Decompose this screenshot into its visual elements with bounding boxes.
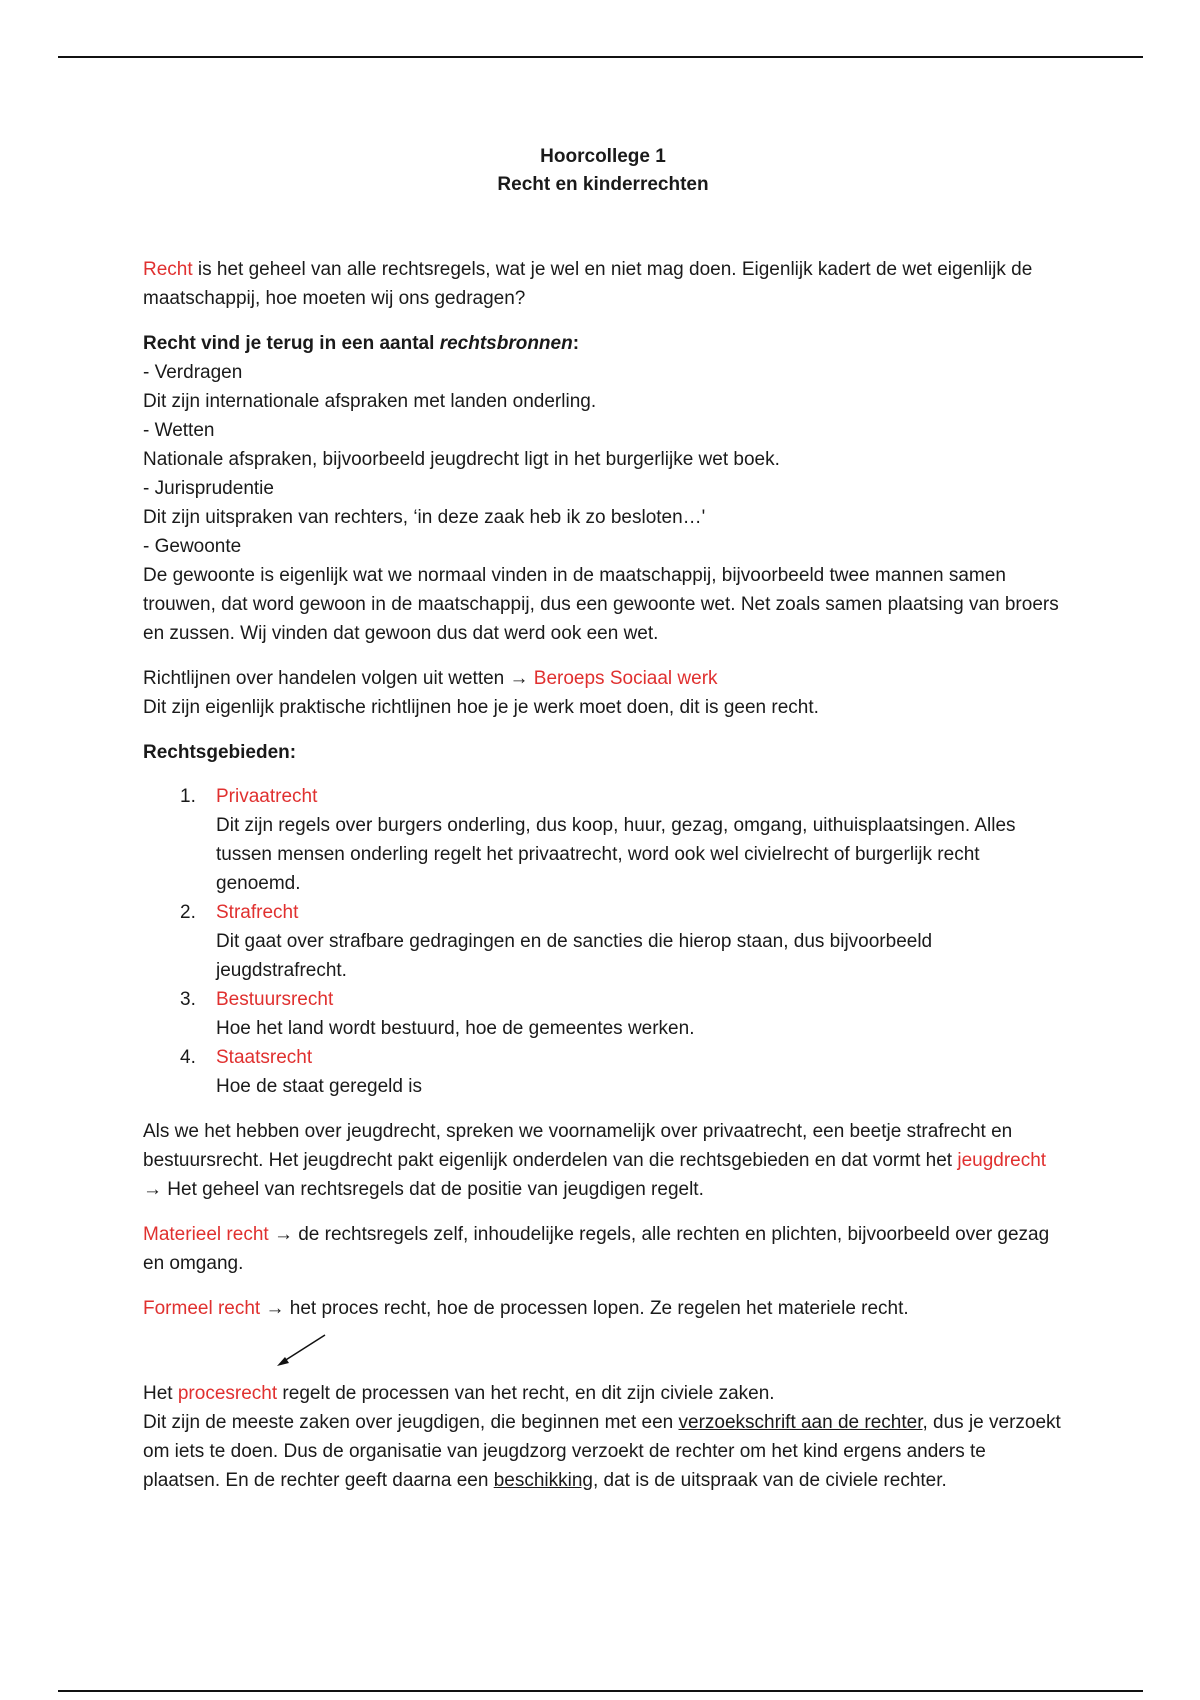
procedural-detail-paragraph: Dit zijn de meeste zaken over jeugdigen, die beginnen met een verzoekschrift aan de rechter, dus je verzoekt om iets te doen. Dus de organisatie van jeugdzorg verzoekt de rechter om het kind ergens anders te plaatsen. En de rechter geeft daarna een beschikking, dat is de uitspraak van de civiele rechter. xyxy=(143,1412,1061,1491)
header-rule xyxy=(58,56,1143,58)
underlined-term: beschikking xyxy=(493,1470,593,1491)
intro-paragraph: Recht is het geheel van alle rechtsregels, wat je wel en niet mag doen. Eigenlijk kadert de wet eigenlijk de maatschappij, hoe moeten wij ons gedragen? xyxy=(143,259,1033,309)
title-line-1: Hoorcollege 1 xyxy=(540,146,666,167)
term-jeugdrecht: jeugdrecht xyxy=(957,1150,1047,1171)
source-desc: Dit zijn internationale afspraken met landen onderling. xyxy=(143,391,597,412)
arrow-right-icon: → xyxy=(268,1224,299,1245)
guidelines-desc: Dit zijn eigenlijk praktische richtlijnen hoe je je werk moet doen, dit is geen recht. xyxy=(143,697,819,718)
term-formeel-recht: Formeel recht xyxy=(143,1298,261,1319)
area-term: Bestuursrecht xyxy=(216,989,334,1010)
area-desc: Dit gaat over strafbare gedragingen en de sancties die hierop staan, dus bijvoorbeeld jeugdstrafrecht. xyxy=(216,931,933,981)
list-item: 4. Staatsrecht Hoe de staat geregeld is xyxy=(143,1043,1063,1101)
areas-list xyxy=(143,782,1063,1101)
term-beroeps-sociaal-werk: Beroeps Sociaal werk xyxy=(528,668,718,689)
term-materieel-recht: Materieel recht xyxy=(143,1224,269,1245)
area-term: Staatsrecht xyxy=(216,1047,313,1068)
diagonal-arrow-icon xyxy=(271,1331,331,1371)
list-item: 3. Bestuursrecht Hoe het land wordt bestuurd, hoe de gemeentes werken. xyxy=(143,985,1063,1043)
area-term: Privaatrecht xyxy=(216,786,318,807)
area-desc: Hoe het land wordt bestuurd, hoe de gemeentes werken. xyxy=(216,1018,695,1039)
source-label: - Verdragen xyxy=(143,362,243,383)
source-label: - Wetten xyxy=(143,420,215,441)
underlined-term: verzoekschrift aan de rechter xyxy=(678,1412,923,1433)
arrow-right-icon: → xyxy=(509,668,529,689)
arrow-right-icon: → xyxy=(260,1298,290,1319)
youth-law-paragraph: Als we het hebben over jeugdrecht, spreken we voornamelijk over privaatrecht, een beetje strafrecht en bestuursrecht. Het jeugdrecht pakt eigenlijk onderdelen van die rechtsgebieden en dat vormt het jeugdrecht → Het geheel van rechtsregels dat de positie van jeugdigen regelt. xyxy=(143,1121,1047,1200)
material-law-paragraph: Materieel recht → de rechtsregels zelf, inhoudelijke regels, alle rechten en plichten, bijvoorbeeld over gezag en omgang. xyxy=(143,1224,1050,1274)
source-label: - Jurisprudentie xyxy=(143,478,274,499)
area-desc: Hoe de staat geregeld is xyxy=(216,1076,422,1097)
area-desc: Dit zijn regels over burgers onderling, dus koop, huur, gezag, omgang, uithuisplaatsingen. Alles tussen mensen onderling regelt het privaatrecht, word ook wel civielrecht of burgerlijk recht genoemd. xyxy=(216,815,1016,894)
term-recht: Recht xyxy=(143,259,193,280)
area-term: Strafrecht xyxy=(216,902,299,923)
document-body xyxy=(143,143,1063,1495)
list-item: 1. Privaatrecht Dit zijn regels over burgers onderling, dus koop, huur, gezag, omgang, uithuisplaatsingen. Alles tussen mensen onderling regelt het privaatrecht, word ook wel civielrecht of burgerlijk recht genoemd. xyxy=(143,782,1063,898)
areas-heading: Rechtsgebieden: xyxy=(143,742,297,763)
procedural-law-paragraph: Het procesrecht regelt de processen van het recht, en dit zijn civiele zaken. xyxy=(143,1383,775,1404)
source-label: - Gewoonte xyxy=(143,536,242,557)
source-desc: Dit zijn uitspraken van rechters, ‘in deze zaak heb ik zo besloten…' xyxy=(143,507,706,528)
document-title xyxy=(143,143,1063,199)
arrow-right-icon: → xyxy=(143,1179,168,1200)
source-desc: De gewoonte is eigenlijk wat we normaal vinden in de maatschappij, bijvoorbeeld twee mannen samen trouwen, dat word gewoon in de maatschappij, dus een gewoonte wet. Net zoals samen plaatsing van broers en zussen. Wij vinden dat gewoon dus dat werd ook een wet. xyxy=(143,565,1059,644)
list-item: 2. Strafrecht Dit gaat over strafbare gedragingen en de sancties die hierop staan, dus bijvoorbeeld jeugdstrafrecht. xyxy=(143,898,1063,985)
sources-heading: Recht vind je terug in een aantal rechtsbronnen: xyxy=(143,333,580,354)
formal-law-paragraph: Formeel recht → het proces recht, hoe de processen lopen. Ze regelen het materiele recht. xyxy=(143,1298,909,1319)
title-line-2: Recht en kinderrechten xyxy=(497,174,709,195)
footer-rule xyxy=(58,1690,1143,1692)
source-desc: Nationale afspraken, bijvoorbeeld jeugdrecht ligt in het burgerlijke wet boek. xyxy=(143,449,780,470)
term-procesrecht: procesrecht xyxy=(177,1383,278,1404)
guidelines-paragraph: Richtlijnen over handelen volgen uit wetten → Beroeps Sociaal werk xyxy=(143,668,718,689)
